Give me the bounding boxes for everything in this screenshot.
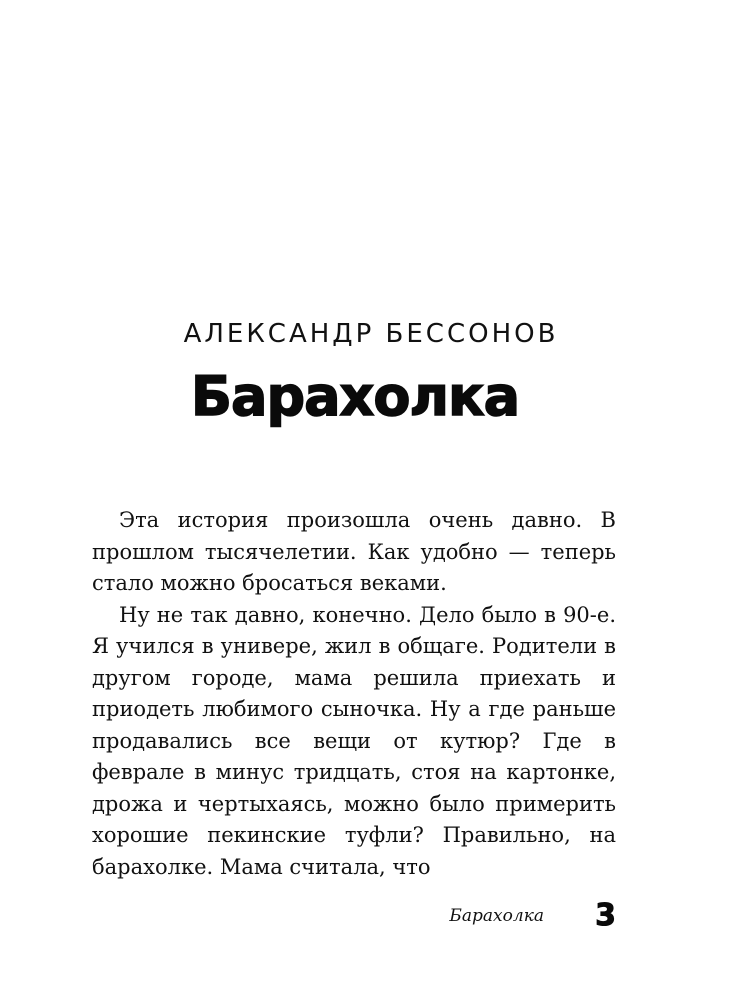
author-name: АЛЕКСАНДР БЕССОНОВ [183,319,559,349]
page-footer [0,900,742,936]
story-text [92,505,616,883]
running-title: Барахолка [449,906,544,926]
page-number: 3 [595,898,616,933]
paragraph-2: Ну не так давно, конечно. Дело было в 90-е. Я учился в универе, жил в общаге. Родители в другом городе, мама решила приехать и приодеть любимого сыночка. Ну а где раньше продавались все вещи от кутюр? Где в феврале в минус тридцать, стоя на картонке, дрожа и чертыхаясь, можно было примерить хорошие пекинские туфли? Правильно, на барахолке. Мама считала, что [92,602,616,879]
paragraph-1: Эта история произошла очень давно. В прошлом тысячелетии. Как удобно — теперь стало можно бросаться веками. [92,508,616,595]
story-title: Барахолка [190,365,520,428]
